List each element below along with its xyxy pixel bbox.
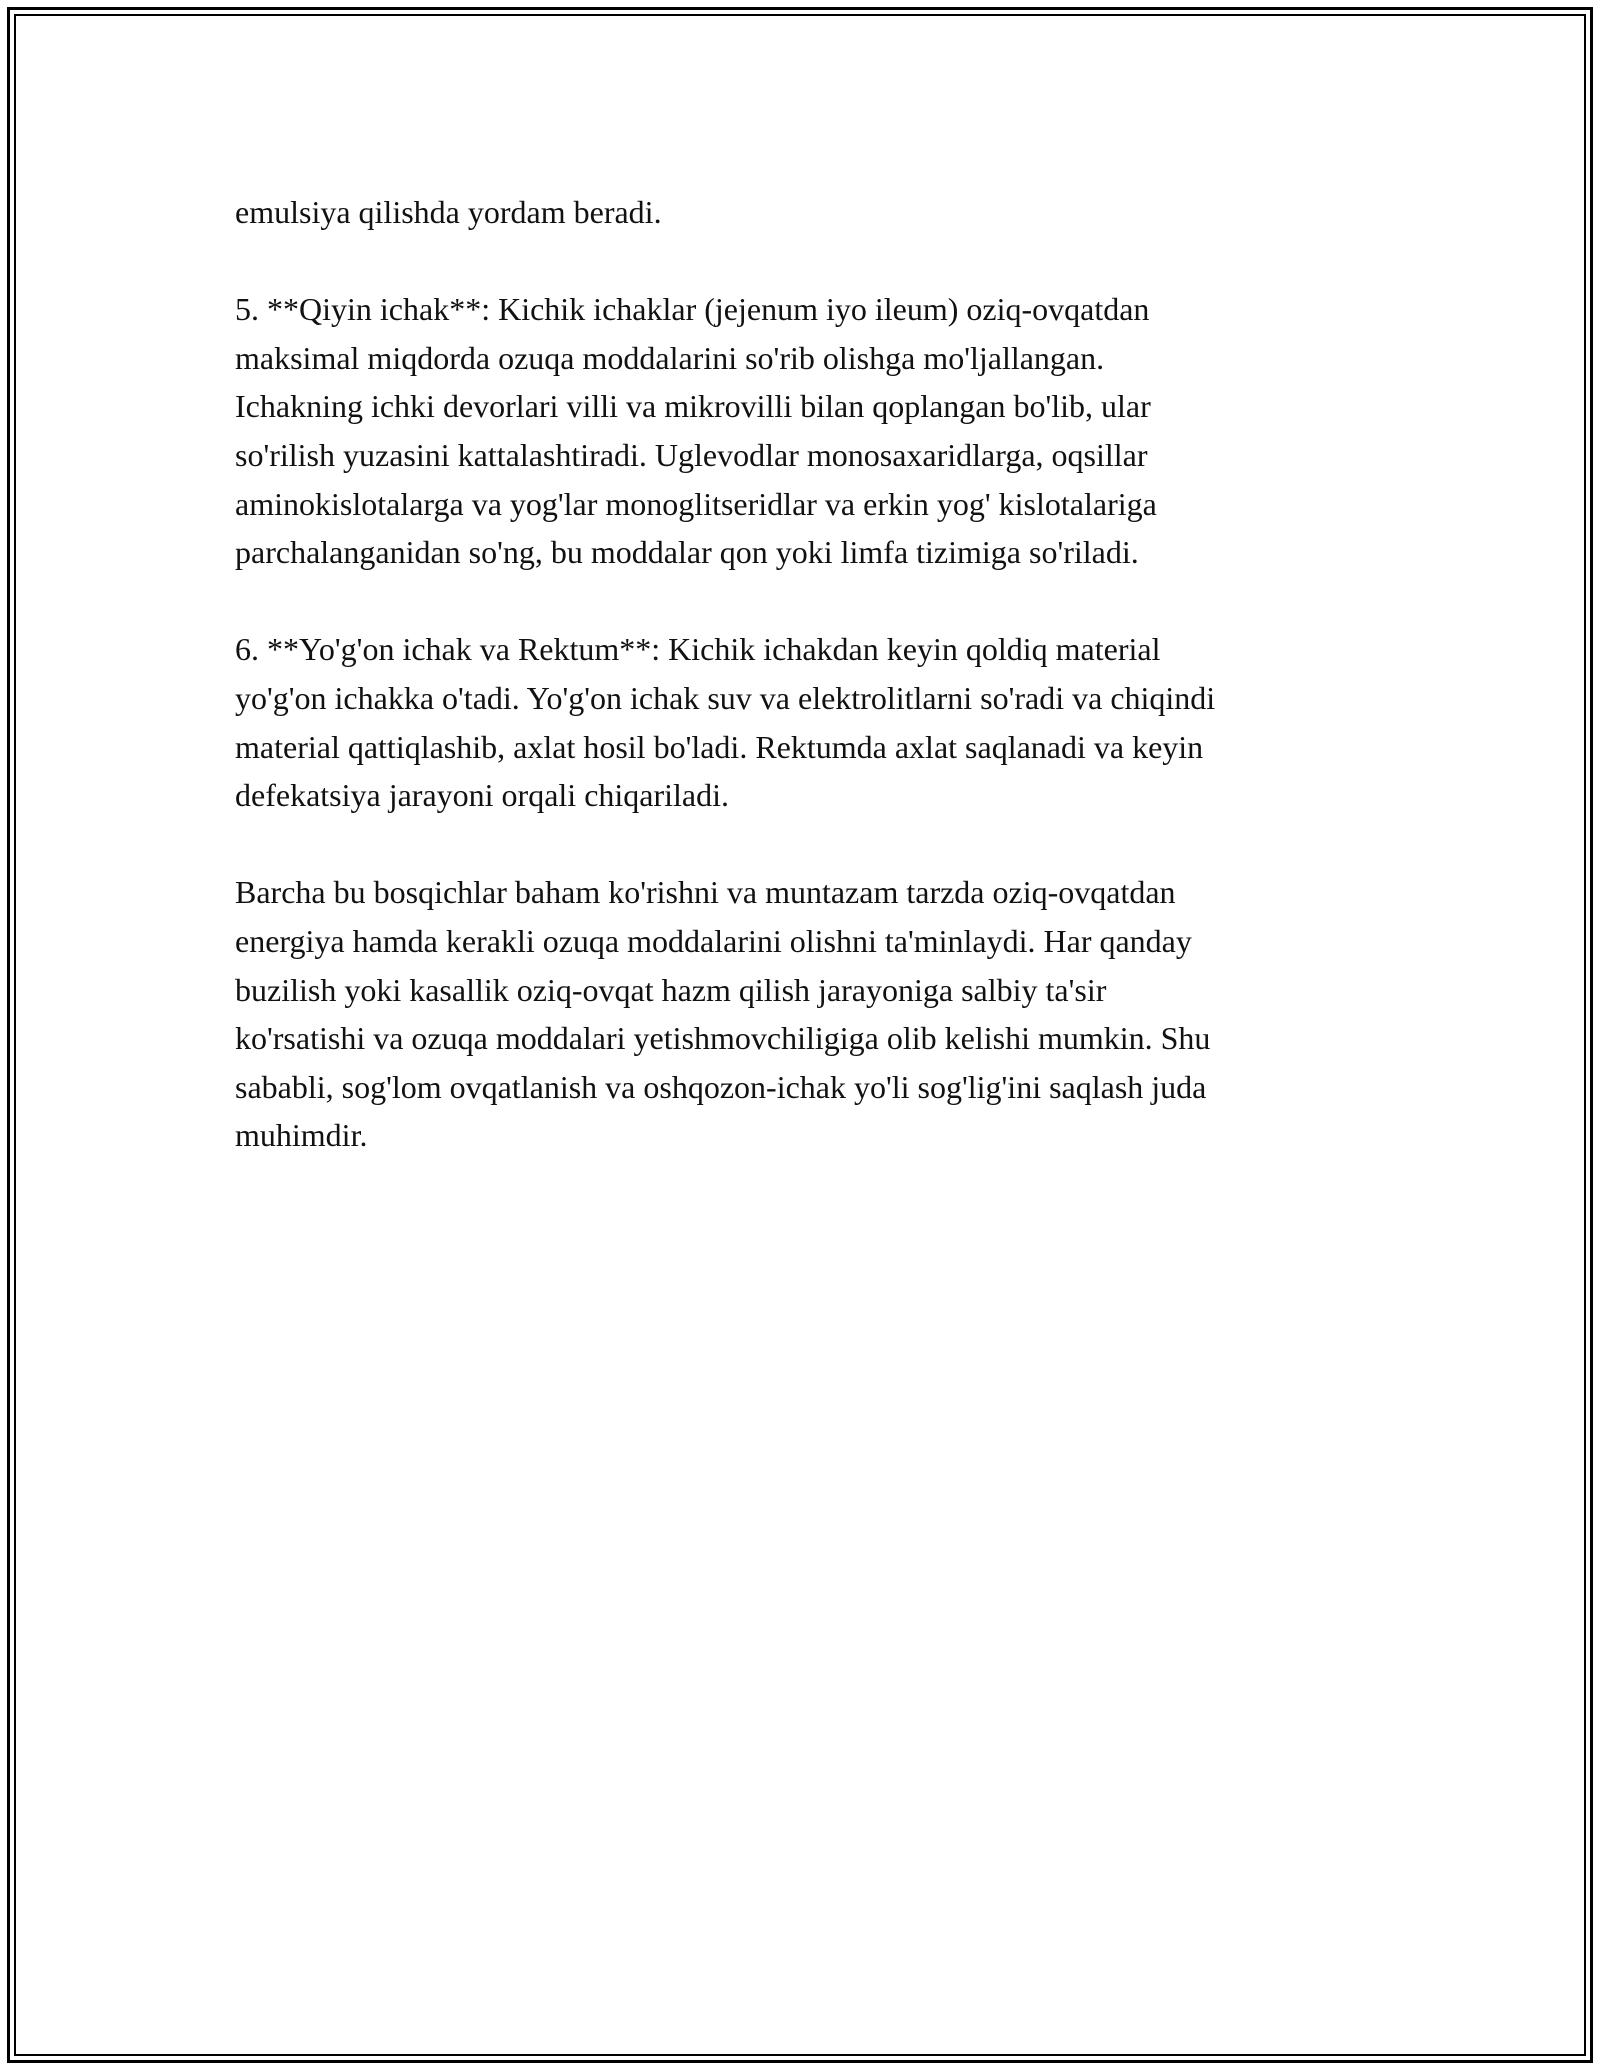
paragraph-large-intestine: 6. **Yo'g'on ichak va Rektum**: Kichik ichakdan keyin qoldiq material yo'g'on ichakka o'tadi. Yo'g'on ichak suv va elektrolitlarni so'radi va chiqindi material qattiqlashib, axlat hosil bo'ladi. Rektumda axlat saqlanadi va keyin defekatsiya jarayoni orqali chiqariladi. bbox=[235, 631, 1216, 814]
document-body bbox=[235, 188, 1385, 1208]
paragraph-continuation: emulsiya qilishda yordam beradi. bbox=[235, 194, 662, 230]
paragraph-conclusion: Barcha bu bosqichlar baham ko'rishni va muntazam tarzda oziq-ovqatdan energiya hamda kerakli ozuqa moddalarini olishni ta'minlaydi. Har qanday buzilish yoki kasallik oziq-ovqat hazm qilish jarayoniga salbiy ta'sir ko'rsatishi va ozuqa moddalari yetishmovchiligiga olib kelishi mumkin. Shu sababli, sog'lom ovqatlanish va oshqozon-ichak yo'li sog'lig'ini saqlash juda muhimdir. bbox=[235, 874, 1211, 1154]
paragraph-small-intestine: 5. **Qiyin ichak**: Kichik ichaklar (jejenum iyo ileum) oziq-ovqatdan maksimal miqdorda ozuqa moddalarini so'rib olishga mo'ljallangan. Ichakning ichki devorlari villi va mikrovilli bilan qoplangan bo'lib, ular so'rilish yuzasini kattalashtiradi. Uglevodlar monosaxaridlarga, oqsillar aminokislotalarga va yog'lar monoglitseridlar va erkin yog' kislotalariga parchalanganidan so'ng, bu moddalar qon yoki limfa tizimiga so'riladi. bbox=[235, 291, 1157, 571]
